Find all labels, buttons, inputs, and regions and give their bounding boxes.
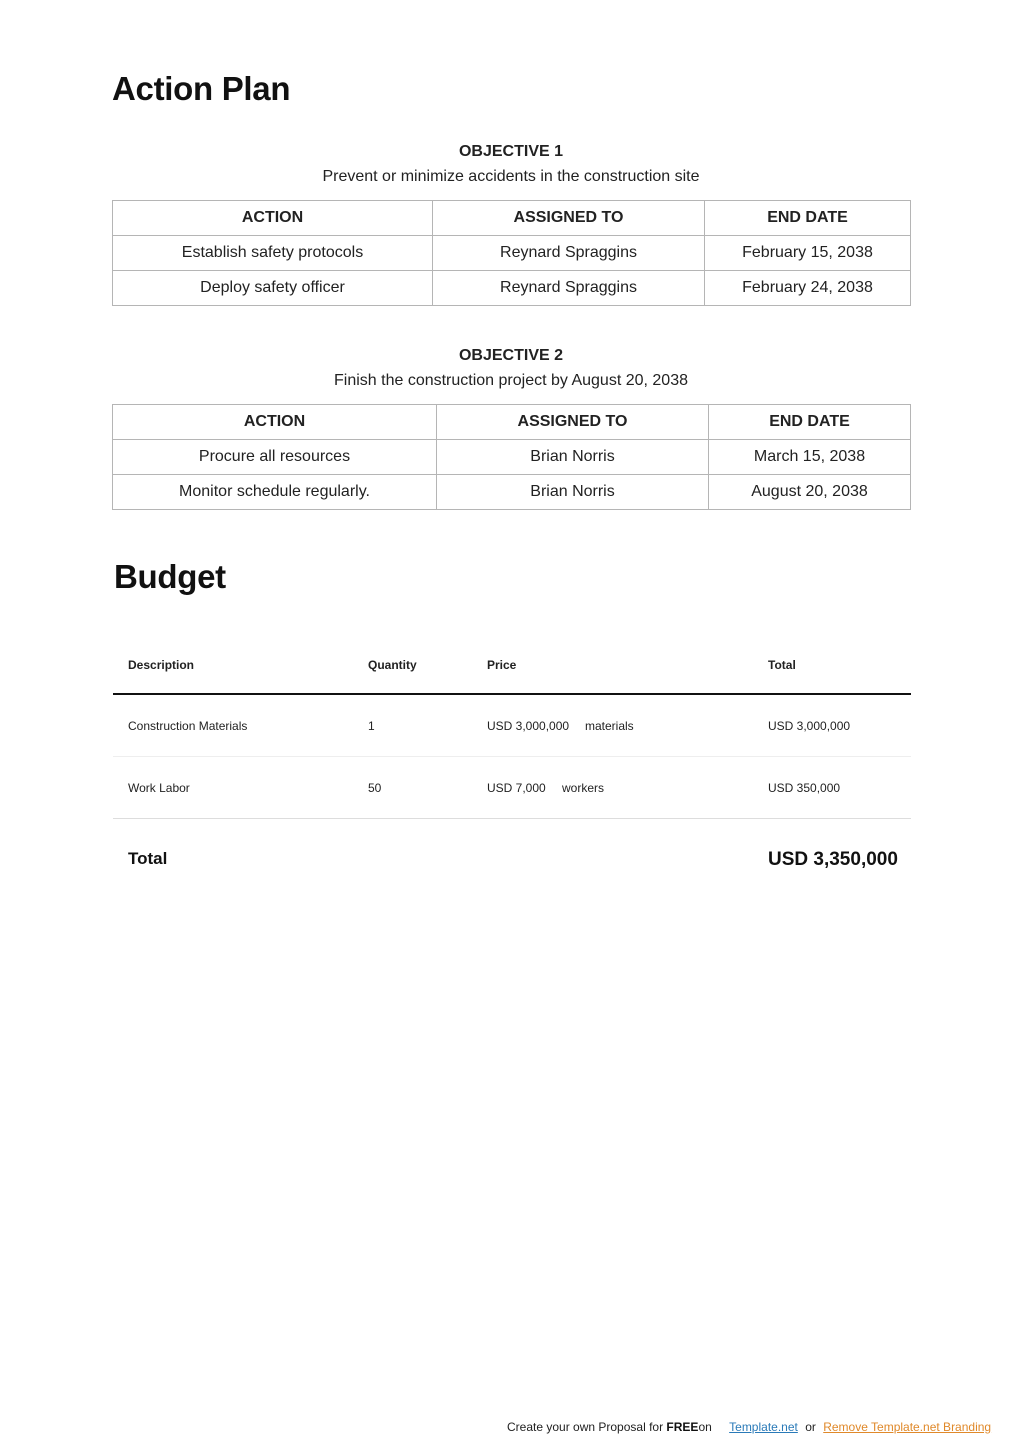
footer-text: Create your own Proposal for <box>507 1420 664 1434</box>
item-unit: workers <box>562 780 605 795</box>
table-row <box>113 236 911 271</box>
footer-on: on <box>698 1420 712 1434</box>
item-description: Work Labor <box>128 780 190 795</box>
column-header-assigned-to: ASSIGNED TO <box>433 201 705 236</box>
table-row <box>113 271 911 306</box>
objective-1-table <box>112 200 911 306</box>
column-header-assigned-to: ASSIGNED TO <box>437 405 709 440</box>
budget-title: Budget <box>114 558 226 595</box>
item-total: USD 350,000 <box>768 780 841 795</box>
objective-2 <box>112 346 910 391</box>
footer-free: FREE <box>666 1420 699 1434</box>
item-description: Construction Materials <box>128 718 248 733</box>
end-date-cell: March 15, 2038 <box>709 440 911 475</box>
end-date-cell: August 20, 2038 <box>709 475 911 510</box>
column-header-end-date: END DATE <box>705 201 911 236</box>
budget-table <box>113 640 911 899</box>
objective-1 <box>112 142 910 187</box>
column-header-end-date: END DATE <box>709 405 911 440</box>
objective-description: Finish the construction project by August 20, 2038 <box>334 372 688 389</box>
footer-or: or <box>805 1420 816 1434</box>
remove-branding-link[interactable]: Remove Template.net Branding <box>823 1420 992 1434</box>
branding-footer <box>507 1420 991 1434</box>
item-price: USD 3,000,000 <box>487 718 570 733</box>
action-plan-title: Action Plan <box>112 70 291 107</box>
grand-total-label: Total <box>128 849 168 868</box>
budget-row <box>113 695 911 757</box>
end-date-cell: February 24, 2038 <box>705 271 911 306</box>
action-cell: Deploy safety officer <box>113 271 433 306</box>
assigned-to-cell: Reynard Spraggins <box>433 271 705 306</box>
budget-header-row <box>113 640 911 695</box>
column-header-action: ACTION <box>113 201 433 236</box>
action-cell: Monitor schedule regularly. <box>113 475 437 510</box>
table-row <box>113 475 911 510</box>
table-row <box>113 440 911 475</box>
column-header-quantity: Quantity <box>368 658 417 672</box>
assigned-to-cell: Brian Norris <box>437 440 709 475</box>
column-header-price: Price <box>487 658 517 672</box>
objective-heading: OBJECTIVE 1 <box>458 143 564 160</box>
budget-row <box>113 757 911 819</box>
item-quantity: 1 <box>368 718 375 733</box>
grand-total-row <box>113 819 911 899</box>
column-header-total: Total <box>768 658 796 672</box>
objective-2-table <box>112 404 911 510</box>
item-price: USD 7,000 <box>487 780 546 795</box>
action-cell: Procure all resources <box>113 440 437 475</box>
objective-heading: OBJECTIVE 2 <box>458 347 564 364</box>
item-quantity: 50 <box>368 780 382 795</box>
assigned-to-cell: Brian Norris <box>437 475 709 510</box>
assigned-to-cell: Reynard Spraggins <box>433 236 705 271</box>
item-unit: materials <box>585 718 634 733</box>
objective-description: Prevent or minimize accidents in the construction site <box>322 168 700 185</box>
column-header-description: Description <box>128 658 195 672</box>
template-net-link[interactable]: Template.net <box>729 1420 798 1434</box>
end-date-cell: February 15, 2038 <box>705 236 911 271</box>
grand-total-value: USD 3,350,000 <box>768 849 898 870</box>
table-header-row <box>113 405 911 440</box>
table-header-row <box>113 201 911 236</box>
column-header-action: ACTION <box>113 405 437 440</box>
item-total: USD 3,000,000 <box>768 718 851 733</box>
action-cell: Establish safety protocols <box>113 236 433 271</box>
